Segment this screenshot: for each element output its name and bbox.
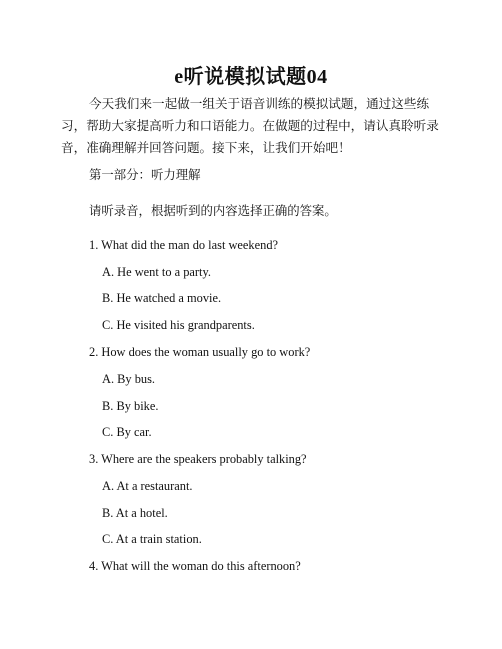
question-3-option-b: B. At a hotel. [102, 506, 168, 520]
question-2-option-a: A. By bus. [102, 372, 156, 386]
question-3-option-a: A. At a restaurant. [102, 479, 193, 493]
section-heading: 第一部分：听力理解 [89, 168, 201, 182]
instruction-text: 请听录音，根据听到的内容选择正确的答案。 [89, 204, 337, 218]
question-3: 3. Where are the speakers probably talking? [89, 452, 307, 466]
intro-paragraph: 今天我们来一起做一组关于语音训练的模拟试题，通过这些练习，帮助大家提高听力和口语能力。在做题的过程中，请认真聆听录音，准确理解并回答问题。接下来，让我们开始吧！ [61, 97, 439, 155]
question-1-option-a: A. He went to a party. [102, 265, 211, 279]
question-2: 2. How does the woman usually go to work? [89, 345, 311, 359]
question-1: 1. What did the man do last weekend? [89, 238, 279, 252]
question-2-option-b: B. By bike. [102, 399, 159, 413]
question-1-option-b: B. He watched a movie. [102, 291, 222, 305]
question-1-option-c: C. He visited his grandparents. [102, 318, 255, 332]
document-title: e听说模拟试题04 [174, 66, 328, 88]
question-4: 4. What will the woman do this afternoon? [89, 559, 301, 573]
question-2-option-c: C. By car. [102, 425, 152, 439]
question-3-option-c: C. At a train station. [102, 532, 202, 546]
